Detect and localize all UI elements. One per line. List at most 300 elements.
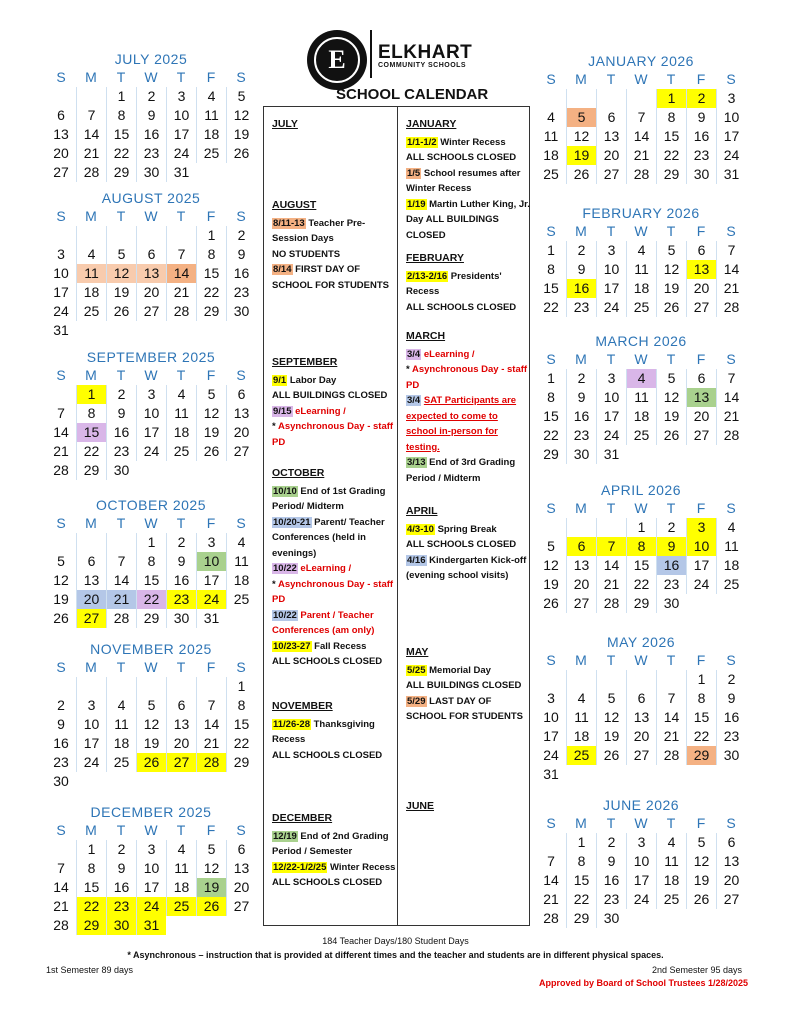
- day-cell: 3: [626, 833, 656, 852]
- day-cell: 7: [57, 860, 65, 876]
- event-text: School resumes after Winter Recess: [406, 167, 521, 194]
- day-cell: 31: [53, 322, 69, 338]
- weekday-label: W: [634, 500, 648, 516]
- weekday-label: T: [116, 367, 126, 383]
- day-cell: 13: [686, 260, 716, 279]
- notes-month-heading: APRIL: [406, 505, 438, 517]
- event-text: Winter Recess: [327, 861, 396, 873]
- event-text: Asynchronous Day - staff PD: [272, 578, 394, 605]
- day-cell: 30: [596, 909, 626, 928]
- day-cell: 17: [196, 571, 226, 590]
- event-text: Kindergarten Kick-off (evening school visits): [406, 554, 527, 581]
- empty-day-cell: [76, 87, 106, 106]
- day-cell: 24: [196, 590, 226, 609]
- notes-month-heading: NOVEMBER: [272, 700, 333, 712]
- empty-day-cell: [106, 226, 136, 245]
- empty-day-cell: [536, 833, 566, 852]
- empty-day-cell: [46, 87, 76, 106]
- day-cell: 12: [196, 859, 226, 878]
- day-cell: 26: [196, 442, 226, 461]
- weekday-label: W: [634, 652, 648, 668]
- weekday-label: T: [176, 822, 186, 838]
- day-cell: 18: [166, 423, 196, 442]
- weekday-label: W: [144, 659, 158, 675]
- day-cell: 4: [196, 87, 226, 106]
- notes-month-heading: OCTOBER: [272, 467, 325, 479]
- day-cell: 9: [566, 260, 596, 279]
- day-cell: 4: [547, 109, 555, 125]
- day-cell: 2: [57, 697, 65, 713]
- event-text: eLearning /: [421, 348, 475, 360]
- weekday-label: M: [85, 659, 97, 675]
- day-grid: [46, 533, 256, 628]
- day-cell: 22: [136, 590, 166, 609]
- day-cell: 10: [136, 404, 166, 423]
- month-title: FEBRUARY 2026: [582, 205, 700, 221]
- empty-day-cell: [596, 670, 626, 689]
- day-cell: 9: [656, 537, 686, 556]
- day-grid: [536, 369, 746, 464]
- weekday-label: F: [206, 822, 216, 838]
- weekday-label: F: [696, 71, 706, 87]
- day-cell: 30: [136, 163, 166, 182]
- day-cell: 4: [76, 245, 106, 264]
- day-cell: 9: [596, 852, 626, 871]
- day-cell: 5: [136, 696, 166, 715]
- weekday-label: S: [546, 71, 556, 87]
- weekday-header: [536, 222, 746, 241]
- day-cell: 11: [226, 552, 256, 571]
- event-text: eLearning /: [292, 405, 346, 417]
- day-cell: 25: [626, 298, 656, 317]
- notes-month-heading: MAY: [406, 646, 429, 658]
- day-cell: 12: [136, 715, 166, 734]
- day-cell: 6: [76, 552, 106, 571]
- day-cell: 23: [106, 442, 136, 461]
- day-cell: 27: [566, 594, 596, 613]
- day-cell: 23: [166, 590, 196, 609]
- day-cell: 4: [226, 533, 256, 552]
- event-text: ALL BUILDINGS CLOSED: [406, 680, 522, 691]
- day-cell: 17: [166, 125, 196, 144]
- event-date: 10/22: [273, 563, 297, 574]
- day-cell: 26: [686, 890, 716, 909]
- day-cell: 17: [53, 284, 69, 300]
- event-line: [406, 663, 530, 679]
- day-cell: 22: [543, 427, 559, 443]
- day-cell: 30: [53, 773, 69, 789]
- day-cell: 20: [226, 423, 256, 442]
- day-cell: 19: [106, 283, 136, 302]
- day-cell: 14: [76, 125, 106, 144]
- event-date: 1/1-1/2: [407, 136, 437, 148]
- day-cell: 6: [226, 385, 256, 404]
- day-cell: 1: [226, 677, 256, 696]
- weekday-label: T: [666, 223, 676, 239]
- day-cell: 3: [716, 89, 746, 108]
- calendar-june-2026: [536, 796, 746, 928]
- event-text: Thanksgiving Recess: [272, 718, 375, 745]
- day-cell: 1: [76, 840, 106, 859]
- weekday-label: S: [56, 822, 66, 838]
- day-cell: 18: [716, 556, 746, 575]
- day-cell: 30: [106, 461, 136, 480]
- day-cell: 15: [543, 280, 559, 296]
- day-cell: 23: [656, 575, 686, 594]
- page-title: SCHOOL CALENDAR: [336, 86, 489, 103]
- day-cell: 13: [686, 388, 716, 407]
- weekday-label: W: [144, 69, 158, 85]
- day-cell: 29: [76, 461, 106, 480]
- day-cell: 5: [656, 241, 686, 260]
- event-line: [406, 150, 530, 166]
- notes-month-heading: MARCH: [406, 330, 446, 342]
- event-text: Parent / Teacher Conferences (am only): [272, 609, 375, 636]
- event-line: [272, 654, 396, 670]
- day-cell: 7: [76, 106, 106, 125]
- month-title: APRIL 2026: [601, 482, 681, 498]
- day-cell: 18: [566, 727, 596, 746]
- notes-month-heading: DECEMBER: [272, 812, 333, 824]
- event-date: 9/1: [273, 374, 287, 386]
- day-cell: 9: [566, 388, 596, 407]
- day-cell: 6: [716, 833, 746, 852]
- event-text: ALL SCHOOLS CLOSED: [272, 749, 383, 761]
- day-grid: [46, 87, 256, 182]
- event-text: ALL SCHOOLS CLOSED: [406, 539, 517, 550]
- weekday-label: S: [726, 71, 736, 87]
- empty-day-cell: [46, 840, 76, 859]
- day-cell: 7: [716, 369, 746, 388]
- day-cell: 26: [53, 610, 69, 626]
- events-box-divider: [397, 107, 398, 925]
- weekday-label: T: [176, 515, 186, 531]
- day-cell: 27: [226, 442, 256, 461]
- notes-december: [272, 811, 396, 891]
- day-cell: 6: [566, 537, 596, 556]
- day-cell: 5: [196, 840, 226, 859]
- day-cell: 21: [166, 283, 196, 302]
- weekday-label: T: [666, 652, 676, 668]
- notes-month-heading: FEBRUARY: [406, 252, 464, 264]
- day-cell: 23: [226, 283, 256, 302]
- weekday-label: W: [144, 515, 158, 531]
- month-title: JUNE 2026: [602, 797, 680, 813]
- empty-day-cell: [166, 226, 196, 245]
- event-line: [272, 373, 396, 389]
- empty-day-cell: [626, 670, 656, 689]
- day-cell: 22: [106, 144, 136, 163]
- calendar-december-2025: [46, 803, 256, 935]
- weekday-header: [46, 514, 256, 533]
- calendar-january-2026: [536, 52, 746, 184]
- day-cell: 24: [543, 747, 559, 763]
- empty-day-cell: [136, 677, 166, 696]
- day-cell: 17: [716, 127, 746, 146]
- weekday-label: S: [726, 500, 736, 516]
- day-cell: 1: [566, 833, 596, 852]
- day-cell: 9: [136, 106, 166, 125]
- day-cell: 20: [596, 146, 626, 165]
- day-cell: 31: [716, 165, 746, 184]
- event-text: End of 1st Grading Period/ Midterm: [272, 485, 386, 512]
- day-cell: 25: [76, 302, 106, 321]
- day-cell: 28: [106, 609, 136, 628]
- weekday-header: [536, 814, 746, 833]
- month-title: SEPTEMBER 2025: [86, 349, 216, 365]
- day-cell: 28: [596, 594, 626, 613]
- notes-month-heading: AUGUST: [272, 199, 317, 211]
- weekday-label: S: [546, 351, 556, 367]
- day-cell: 9: [226, 245, 256, 264]
- day-cell: 18: [626, 407, 656, 426]
- weekday-header: [536, 499, 746, 518]
- weekday-label: T: [606, 351, 616, 367]
- weekday-label: S: [56, 367, 66, 383]
- day-cell: 28: [53, 462, 69, 478]
- day-cell: 12: [656, 260, 686, 279]
- day-cell: 22: [686, 727, 716, 746]
- notes-september: [272, 355, 396, 450]
- weekday-label: W: [634, 351, 648, 367]
- day-cell: 13: [53, 126, 69, 142]
- day-cell: 19: [656, 279, 686, 298]
- weekday-label: S: [726, 652, 736, 668]
- event-date: 12/22-1/2/25: [273, 861, 327, 873]
- day-cell: 8: [566, 852, 596, 871]
- notes-october: [272, 466, 396, 670]
- day-cell: 11: [106, 715, 136, 734]
- event-text: ALL SCHOOLS CLOSED: [406, 152, 517, 163]
- event-line: [272, 262, 396, 293]
- day-cell: 24: [53, 303, 69, 319]
- day-cell: 7: [596, 537, 626, 556]
- day-cell: 8: [106, 106, 136, 125]
- semester-2-days: 2nd Semester 95 days: [652, 965, 743, 975]
- event-line: [406, 455, 530, 486]
- day-cell: 26: [106, 302, 136, 321]
- day-cell: 23: [716, 727, 746, 746]
- event-date: 11/26-28: [273, 718, 310, 730]
- weekday-label: M: [575, 500, 587, 516]
- day-cell: 3: [136, 385, 166, 404]
- weekday-label: F: [206, 367, 216, 383]
- day-cell: 16: [656, 556, 686, 575]
- event-text: ALL SCHOOLS CLOSED: [272, 656, 383, 667]
- day-cell: 14: [106, 571, 136, 590]
- event-date: 3/4: [407, 348, 421, 360]
- weekday-label: S: [546, 223, 556, 239]
- weekday-label: F: [206, 69, 216, 85]
- weekday-label: T: [176, 69, 186, 85]
- day-cell: 19: [596, 727, 626, 746]
- day-cell: 29: [136, 609, 166, 628]
- day-grid: [536, 670, 746, 784]
- day-cell: 3: [57, 246, 65, 262]
- day-cell: 5: [57, 553, 65, 569]
- day-cell: 16: [226, 264, 256, 283]
- day-cell: 27: [226, 897, 256, 916]
- weekday-label: M: [575, 652, 587, 668]
- event-line: [272, 515, 396, 562]
- weekday-label: M: [575, 223, 587, 239]
- day-cell: 17: [596, 407, 626, 426]
- notes-july: [272, 117, 396, 135]
- day-cell: 2: [656, 518, 686, 537]
- day-cell: 15: [656, 127, 686, 146]
- day-cell: 24: [596, 426, 626, 445]
- weekday-label: T: [116, 659, 126, 675]
- event-date: 5/25: [407, 664, 426, 676]
- event-date: 10/10: [273, 485, 297, 497]
- empty-day-cell: [536, 670, 566, 689]
- notes-march: [406, 329, 530, 486]
- event-line: [406, 197, 530, 244]
- events-box: [263, 106, 530, 926]
- day-cell: 20: [166, 734, 196, 753]
- day-cell: 29: [543, 446, 559, 462]
- weekday-header: [46, 68, 256, 87]
- weekday-header: [46, 207, 256, 226]
- weekday-label: S: [236, 69, 246, 85]
- notes-month-heading: JANUARY: [406, 118, 457, 130]
- day-cell: 11: [626, 388, 656, 407]
- empty-day-cell: [596, 89, 626, 108]
- weekday-label: T: [176, 208, 186, 224]
- event-line: [272, 829, 396, 860]
- day-cell: 21: [716, 407, 746, 426]
- day-cell: 23: [686, 146, 716, 165]
- notes-august: [272, 198, 396, 293]
- day-cell: 4: [656, 833, 686, 852]
- day-cell: 7: [547, 853, 555, 869]
- weekday-label: F: [696, 351, 706, 367]
- weekday-label: M: [85, 515, 97, 531]
- day-cell: 13: [716, 852, 746, 871]
- day-cell: 11: [566, 708, 596, 727]
- day-cell: 12: [226, 106, 256, 125]
- day-cell: 10: [596, 260, 626, 279]
- weekday-label: S: [546, 652, 556, 668]
- event-line: [272, 717, 396, 748]
- day-cell: 6: [626, 689, 656, 708]
- day-cell: 15: [626, 556, 656, 575]
- weekday-label: M: [85, 822, 97, 838]
- event-text: End of 3rd Grading Period / Midterm: [406, 457, 516, 484]
- day-cell: 23: [566, 426, 596, 445]
- weekday-header: [536, 70, 746, 89]
- day-cell: 18: [196, 125, 226, 144]
- day-cell: 22: [76, 442, 106, 461]
- day-cell: 7: [166, 245, 196, 264]
- day-grid: [46, 677, 256, 791]
- event-text: LAST DAY OF SCHOOL FOR STUDENTS: [406, 695, 523, 722]
- weekday-header: [46, 658, 256, 677]
- day-cell: 12: [566, 127, 596, 146]
- logo-divider: [370, 30, 372, 78]
- day-cell: 15: [76, 423, 106, 442]
- day-cell: 4: [166, 385, 196, 404]
- day-cell: 7: [626, 108, 656, 127]
- day-cell: 2: [226, 226, 256, 245]
- day-cell: 6: [686, 241, 716, 260]
- event-text: FIRST DAY OF SCHOOL FOR STUDENTS: [272, 264, 389, 291]
- day-cell: 4: [566, 689, 596, 708]
- day-cell: 8: [656, 108, 686, 127]
- day-cell: 2: [106, 840, 136, 859]
- day-cell: 3: [76, 696, 106, 715]
- day-cell: 2: [716, 670, 746, 689]
- event-date: 3/4: [407, 395, 421, 406]
- day-cell: 26: [566, 165, 596, 184]
- day-cell: 24: [626, 890, 656, 909]
- day-cell: 5: [596, 689, 626, 708]
- notes-november: [272, 699, 396, 763]
- day-cell: 22: [566, 890, 596, 909]
- weekday-label: S: [546, 500, 556, 516]
- event-date: 8/11-13: [273, 217, 305, 229]
- day-cell: 15: [226, 715, 256, 734]
- event-text: Memorial Day: [426, 664, 491, 676]
- day-cell: 17: [136, 878, 166, 897]
- event-line: [406, 522, 530, 538]
- event-line: [406, 537, 530, 553]
- weekday-label: F: [696, 223, 706, 239]
- board-approval: Approved by Board of School Trustees 1/28/2025: [539, 978, 749, 988]
- empty-day-cell: [46, 226, 76, 245]
- event-text: Labor Day: [287, 374, 337, 386]
- day-cell: 8: [226, 696, 256, 715]
- day-cell: 24: [136, 442, 166, 461]
- weekday-label: F: [206, 659, 216, 675]
- day-cell: 2: [686, 89, 716, 108]
- day-cell: 7: [57, 405, 65, 421]
- day-cell: 10: [76, 715, 106, 734]
- weekday-label: T: [176, 659, 186, 675]
- day-cell: 10: [686, 537, 716, 556]
- event-text: Spring Break: [434, 523, 497, 535]
- day-cell: 16: [716, 708, 746, 727]
- day-cell: 26: [656, 426, 686, 445]
- day-cell: 6: [166, 696, 196, 715]
- day-cell: 8: [626, 537, 656, 556]
- weekday-label: F: [696, 652, 706, 668]
- empty-day-cell: [626, 89, 656, 108]
- weekday-label: T: [116, 822, 126, 838]
- event-text: Asynchronous Day - staff PD: [406, 364, 528, 391]
- day-cell: 5: [686, 833, 716, 852]
- day-cell: 20: [226, 878, 256, 897]
- day-cell: 10: [543, 709, 559, 725]
- day-cell: 19: [686, 871, 716, 890]
- event-text: Martin Luther King, Jr. Day ALL BUILDINGS CLOSED: [406, 198, 530, 241]
- day-cell: 21: [76, 144, 106, 163]
- day-cell: 25: [196, 144, 226, 163]
- day-cell: 30: [226, 302, 256, 321]
- day-cell: 16: [686, 127, 716, 146]
- day-cell: 26: [136, 753, 166, 772]
- calendar-april-2026: [536, 481, 746, 613]
- day-cell: 25: [166, 442, 196, 461]
- day-cell: 3: [166, 87, 196, 106]
- day-cell: 13: [596, 127, 626, 146]
- day-cell: 11: [656, 852, 686, 871]
- calendar-may-2026: [536, 633, 746, 784]
- day-cell: 14: [53, 879, 69, 895]
- weekday-label: S: [236, 659, 246, 675]
- day-cell: 15: [686, 708, 716, 727]
- day-cell: 21: [716, 279, 746, 298]
